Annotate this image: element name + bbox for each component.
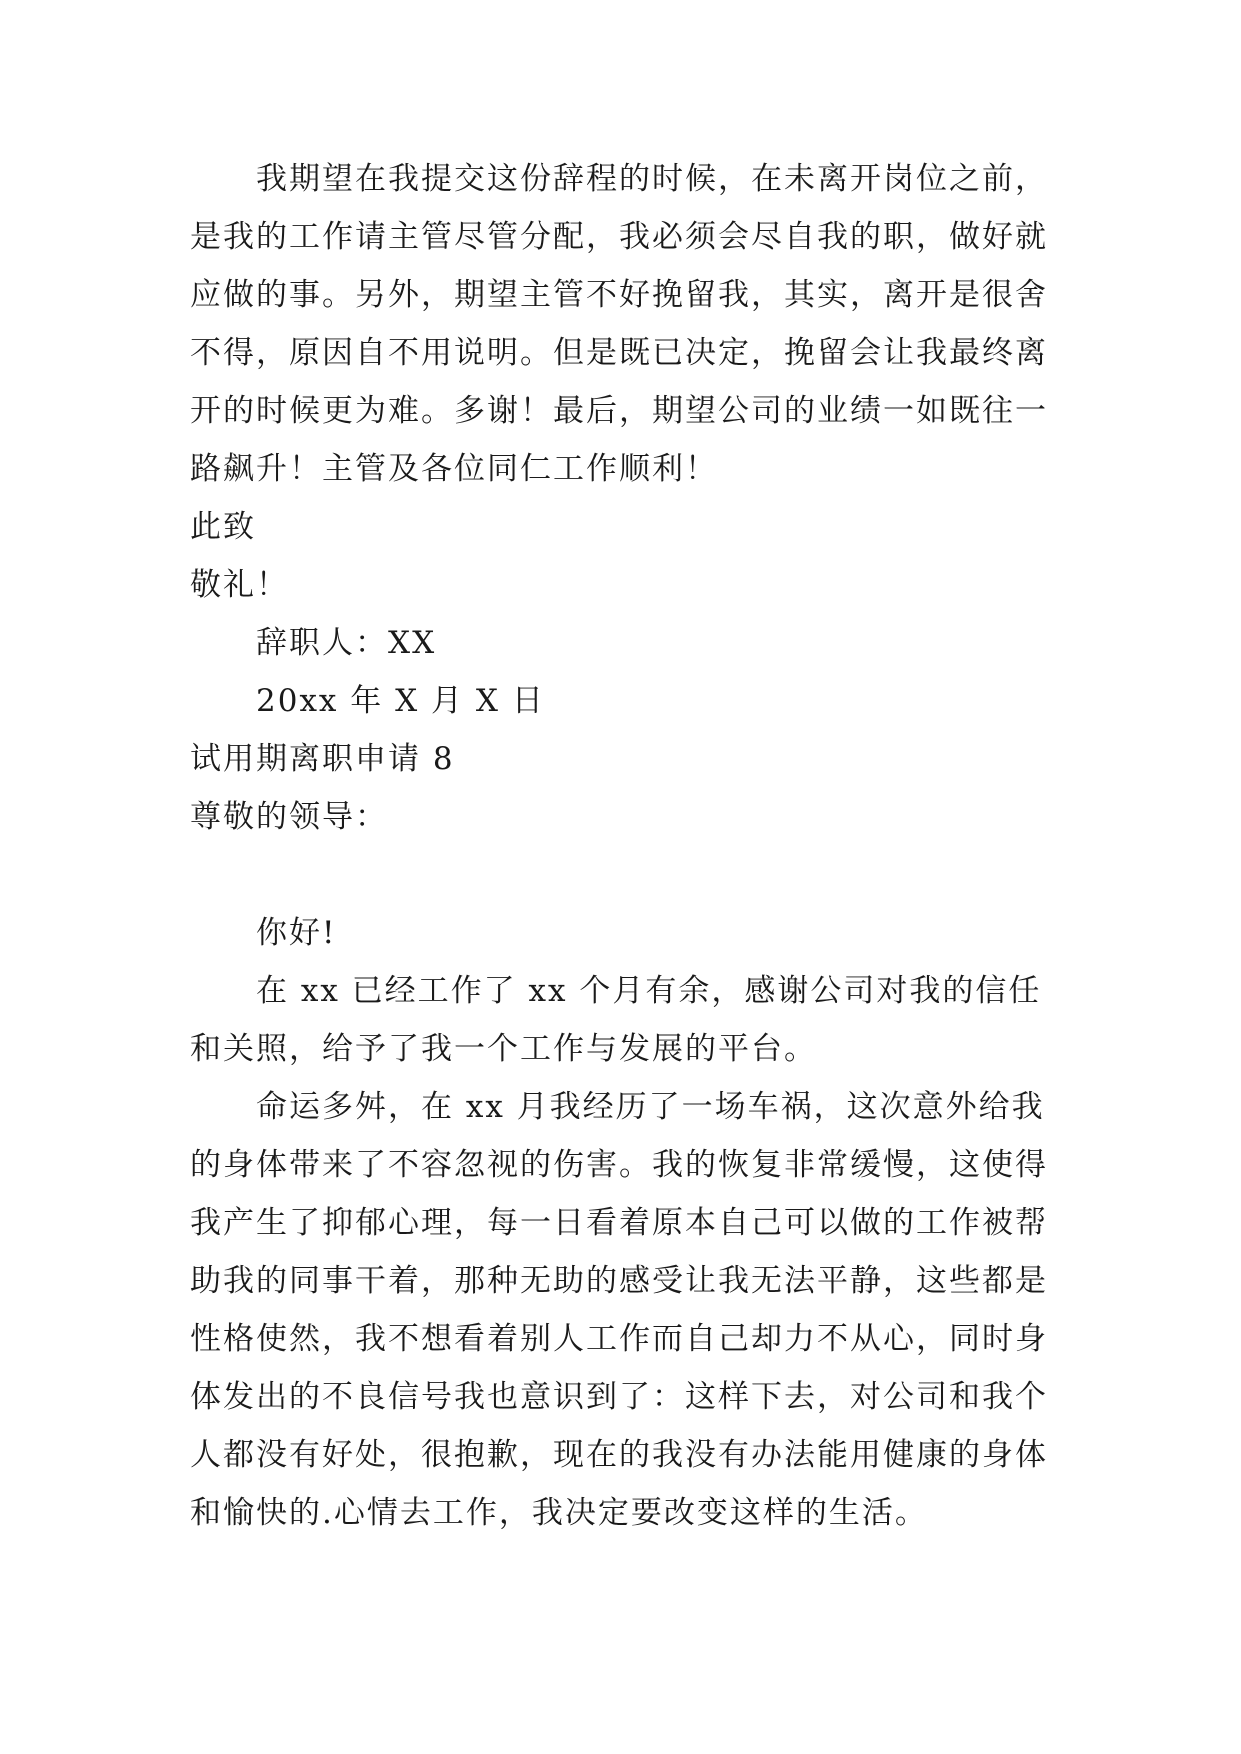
- document-body: [190, 150, 1070, 1542]
- blank-line: [190, 846, 1070, 904]
- closing-line-1: 此致: [190, 509, 256, 545]
- greeting: 你好!: [256, 915, 337, 951]
- salutation: 尊敬的领导：: [190, 799, 388, 835]
- signature-name: 辞职人：XX: [256, 625, 437, 661]
- section-title: 试用期离职申请 8: [190, 741, 455, 777]
- closing-line-2: 敬礼！: [190, 567, 289, 603]
- resignation-paragraph: 我期望在我提交这份辞程的时候，在未离开岗位之前，是我的工作请主管尽管分配，我必须会尽自我的职，做好就应做的事。另外，期望主管不好挽留我，其实，离开是很舍不得，原因自不用说明。但是既已决定，挽留会让我最终离开的时候更为难。多谢！最后，期望公司的业绩一如既往一路飙升！主管及各位同仁工作顺利！: [190, 161, 1048, 487]
- body-paragraph-1: 在 xx 已经工作了 xx 个月有余，感谢公司对我的信任和关照，给予了我一个工作与发展的平台。: [190, 973, 1042, 1067]
- body-paragraph-2: 命运多舛，在 xx 月我经历了一场车祸，这次意外给我的身体带来了不容忽视的伤害。我的恢复非常缓慢，这使得我产生了抑郁心理，每一日看着原本自己可以做的工作被帮助我的同事干着，那种无助的感受让我无法平静，这些都是性格使然，我不想看着别人工作而自己却力不从心，同时身体发出的不良信号我也意识到了：这样下去，对公司和我个人都没有好处，很抱歉，现在的我没有办法能用健康的身体和愉快的.心情去工作，我决定要改变这样的生活。: [190, 1089, 1048, 1531]
- signature-date: 20xx 年 X 月 X 日: [256, 683, 545, 719]
